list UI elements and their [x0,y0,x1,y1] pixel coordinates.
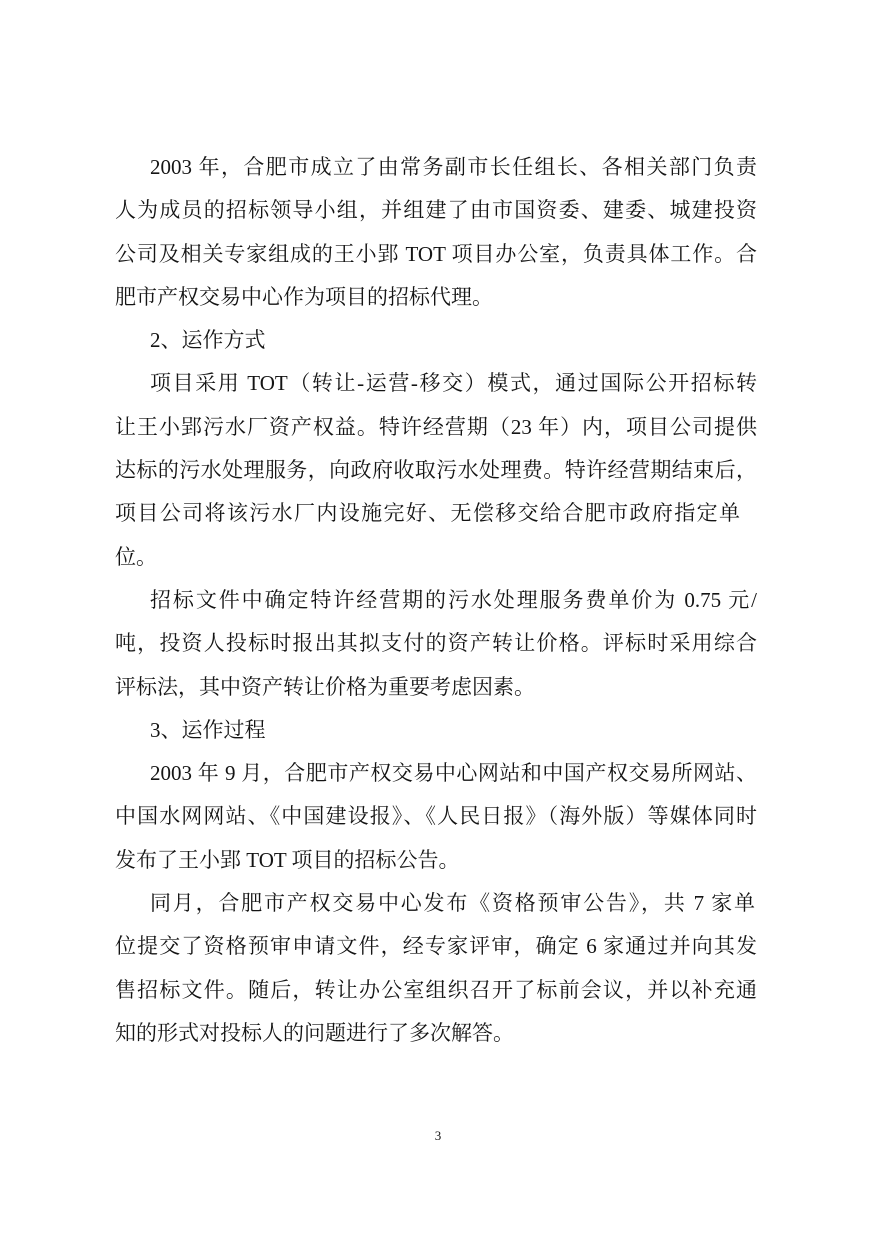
body-text [115,146,757,1055]
page-number: 3 [434,1128,442,1143]
text-line: 知的形式对投标人的问题进行了多次解答。 [115,1020,514,1045]
text-line: 招标文件中确定特许经营期的污水处理服务费单价为 0.75 元/ [150,587,757,612]
text-line: 位提交了资格预审申请文件，经专家评审，确定 6 家通过并向其发 [115,934,757,959]
text-line: 2003 年 9 月，合肥市产权交易中心网站和中国产权交易所网站、 [150,761,757,786]
text-line: 达标的污水处理服务，向政府收取污水处理费。特许经营期结束后， [115,458,757,483]
text-line: 吨，投资人投标时报出其拟支付的资产转让价格。评标时采用综合 [115,631,757,656]
text-line: 售招标文件。随后，转让办公室组织召开了标前会议，并以补充通 [115,977,757,1002]
text-line: 位。 [115,544,157,569]
text-line: 让王小郢污水厂资产权益。特许经营期（23 年）内，项目公司提供 [115,414,757,439]
text-line: 人为成员的招标领导小组，并组建了由市国资委、建委、城建投资 [115,198,757,223]
text-line: 项目采用 TOT（转让-运营-移交）模式，通过国际公开招标转 [150,371,757,396]
text-line: 项目公司将该污水厂内设施完好、无偿移交给合肥市政府指定单 [115,501,740,526]
text-line: 2003 年，合肥市成立了由常务副市长任组长、各相关部门负责 [150,155,757,179]
text-line: 评标法，其中资产转让价格为重要考虑因素。 [115,674,535,699]
section-heading: 3、运作过程 [150,717,266,742]
text-line: 发布了王小郢 TOT 项目的招标公告。 [115,847,460,872]
section-heading: 2、运作方式 [150,328,266,353]
text-line: 肥市产权交易中心作为项目的招标代理。 [115,284,493,309]
text-line: 中国水网网站、《中国建设报》、《人民日报》（海外版）等媒体同时 [115,804,757,829]
text-line: 公司及相关专家组成的王小郢 TOT 项目办公室，负责具体工作。合 [115,241,757,266]
text-line: 同月，合肥市产权交易中心发布《资格预审公告》，共 7 家单 [150,891,755,916]
